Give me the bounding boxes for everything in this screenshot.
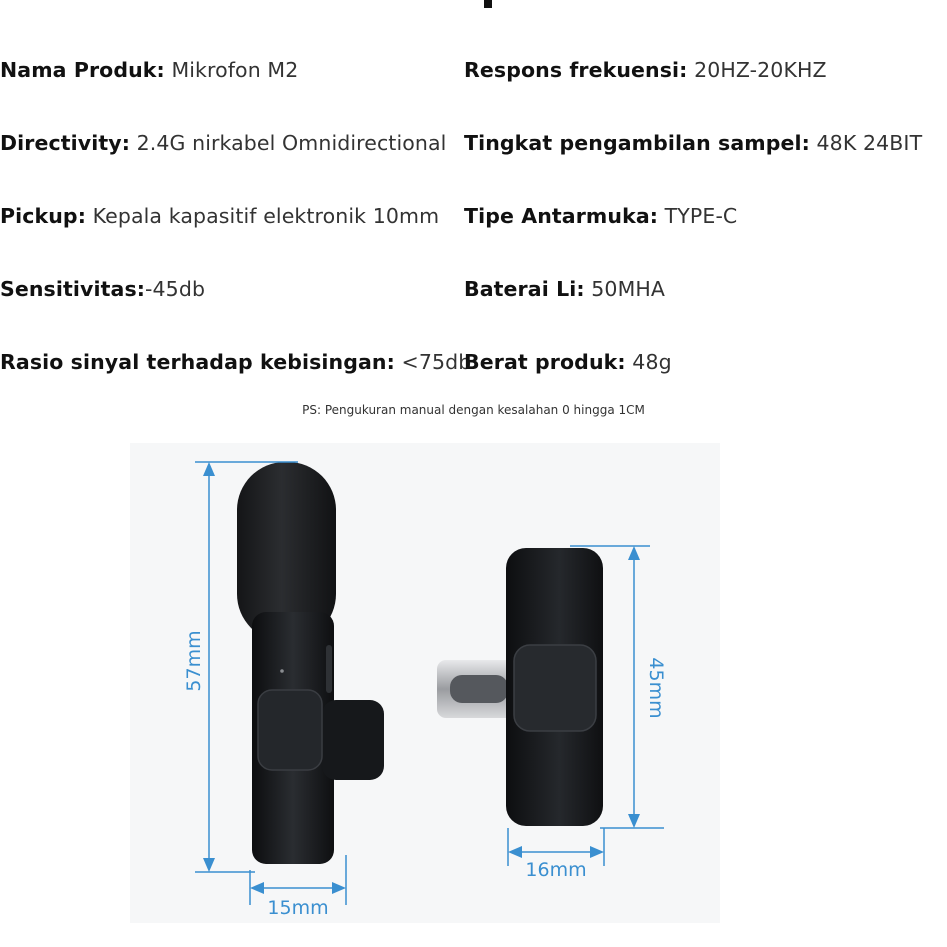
microphone-clip — [322, 700, 384, 780]
spec-key: Rasio sinyal terhadap kebisingan: — [0, 350, 395, 374]
spec-value: 20HZ-20KHZ — [687, 58, 827, 82]
spec-key: Baterai Li: — [464, 277, 585, 301]
arrow-head — [628, 814, 640, 828]
spec-key: Directivity: — [0, 131, 130, 155]
spec-value: 48g — [625, 350, 672, 374]
receiver-button — [514, 645, 596, 731]
usb-c-plug-opening — [450, 675, 508, 703]
spec-value: Kepala kapasitif elektronik 10mm — [86, 204, 440, 228]
arrow-head — [203, 858, 215, 872]
spec-value: 2.4G nirkabel Omnidirectional — [130, 131, 447, 155]
arrow-head — [508, 846, 522, 858]
spec-key: Nama Produk: — [0, 58, 165, 82]
arrow-head — [250, 882, 264, 894]
spec-value: <75db — [394, 350, 472, 374]
mic-width-label: 15mm — [267, 897, 329, 919]
spec-value: 50MHA — [584, 277, 665, 301]
microphone-side-groove — [326, 645, 332, 693]
receiver-device — [437, 548, 603, 826]
spec-value: Mikrofon M2 — [164, 58, 299, 82]
microphone-led — [280, 669, 284, 673]
arrow-head — [332, 882, 346, 894]
spec-key: Sensitivitas: — [0, 277, 146, 301]
arrow-head — [203, 462, 215, 476]
receiver-height-label: 45mm — [645, 657, 667, 719]
microphone-device — [237, 462, 384, 864]
arrow-head — [628, 546, 640, 560]
spec-value: -45db — [145, 277, 206, 301]
mic-height-label: 57mm — [183, 630, 205, 692]
measurement-note: PS: Pengukuran manual dengan kesalahan 0 hingga 1CM — [302, 403, 645, 417]
spec-value: 48K 24BIT — [809, 131, 923, 155]
spec-key: Berat produk: — [464, 350, 626, 374]
arrow-head — [590, 846, 604, 858]
spec-key: Respons frekuensi: — [464, 58, 688, 82]
spec-key: Tingkat pengambilan sampel: — [464, 131, 810, 155]
spec-key: Tipe Antarmuka: — [464, 204, 659, 228]
spec-key: Pickup: — [0, 204, 87, 228]
receiver-width-label: 16mm — [525, 859, 587, 881]
spec-value: TYPE-C — [658, 204, 738, 228]
microphone-button — [258, 690, 322, 770]
